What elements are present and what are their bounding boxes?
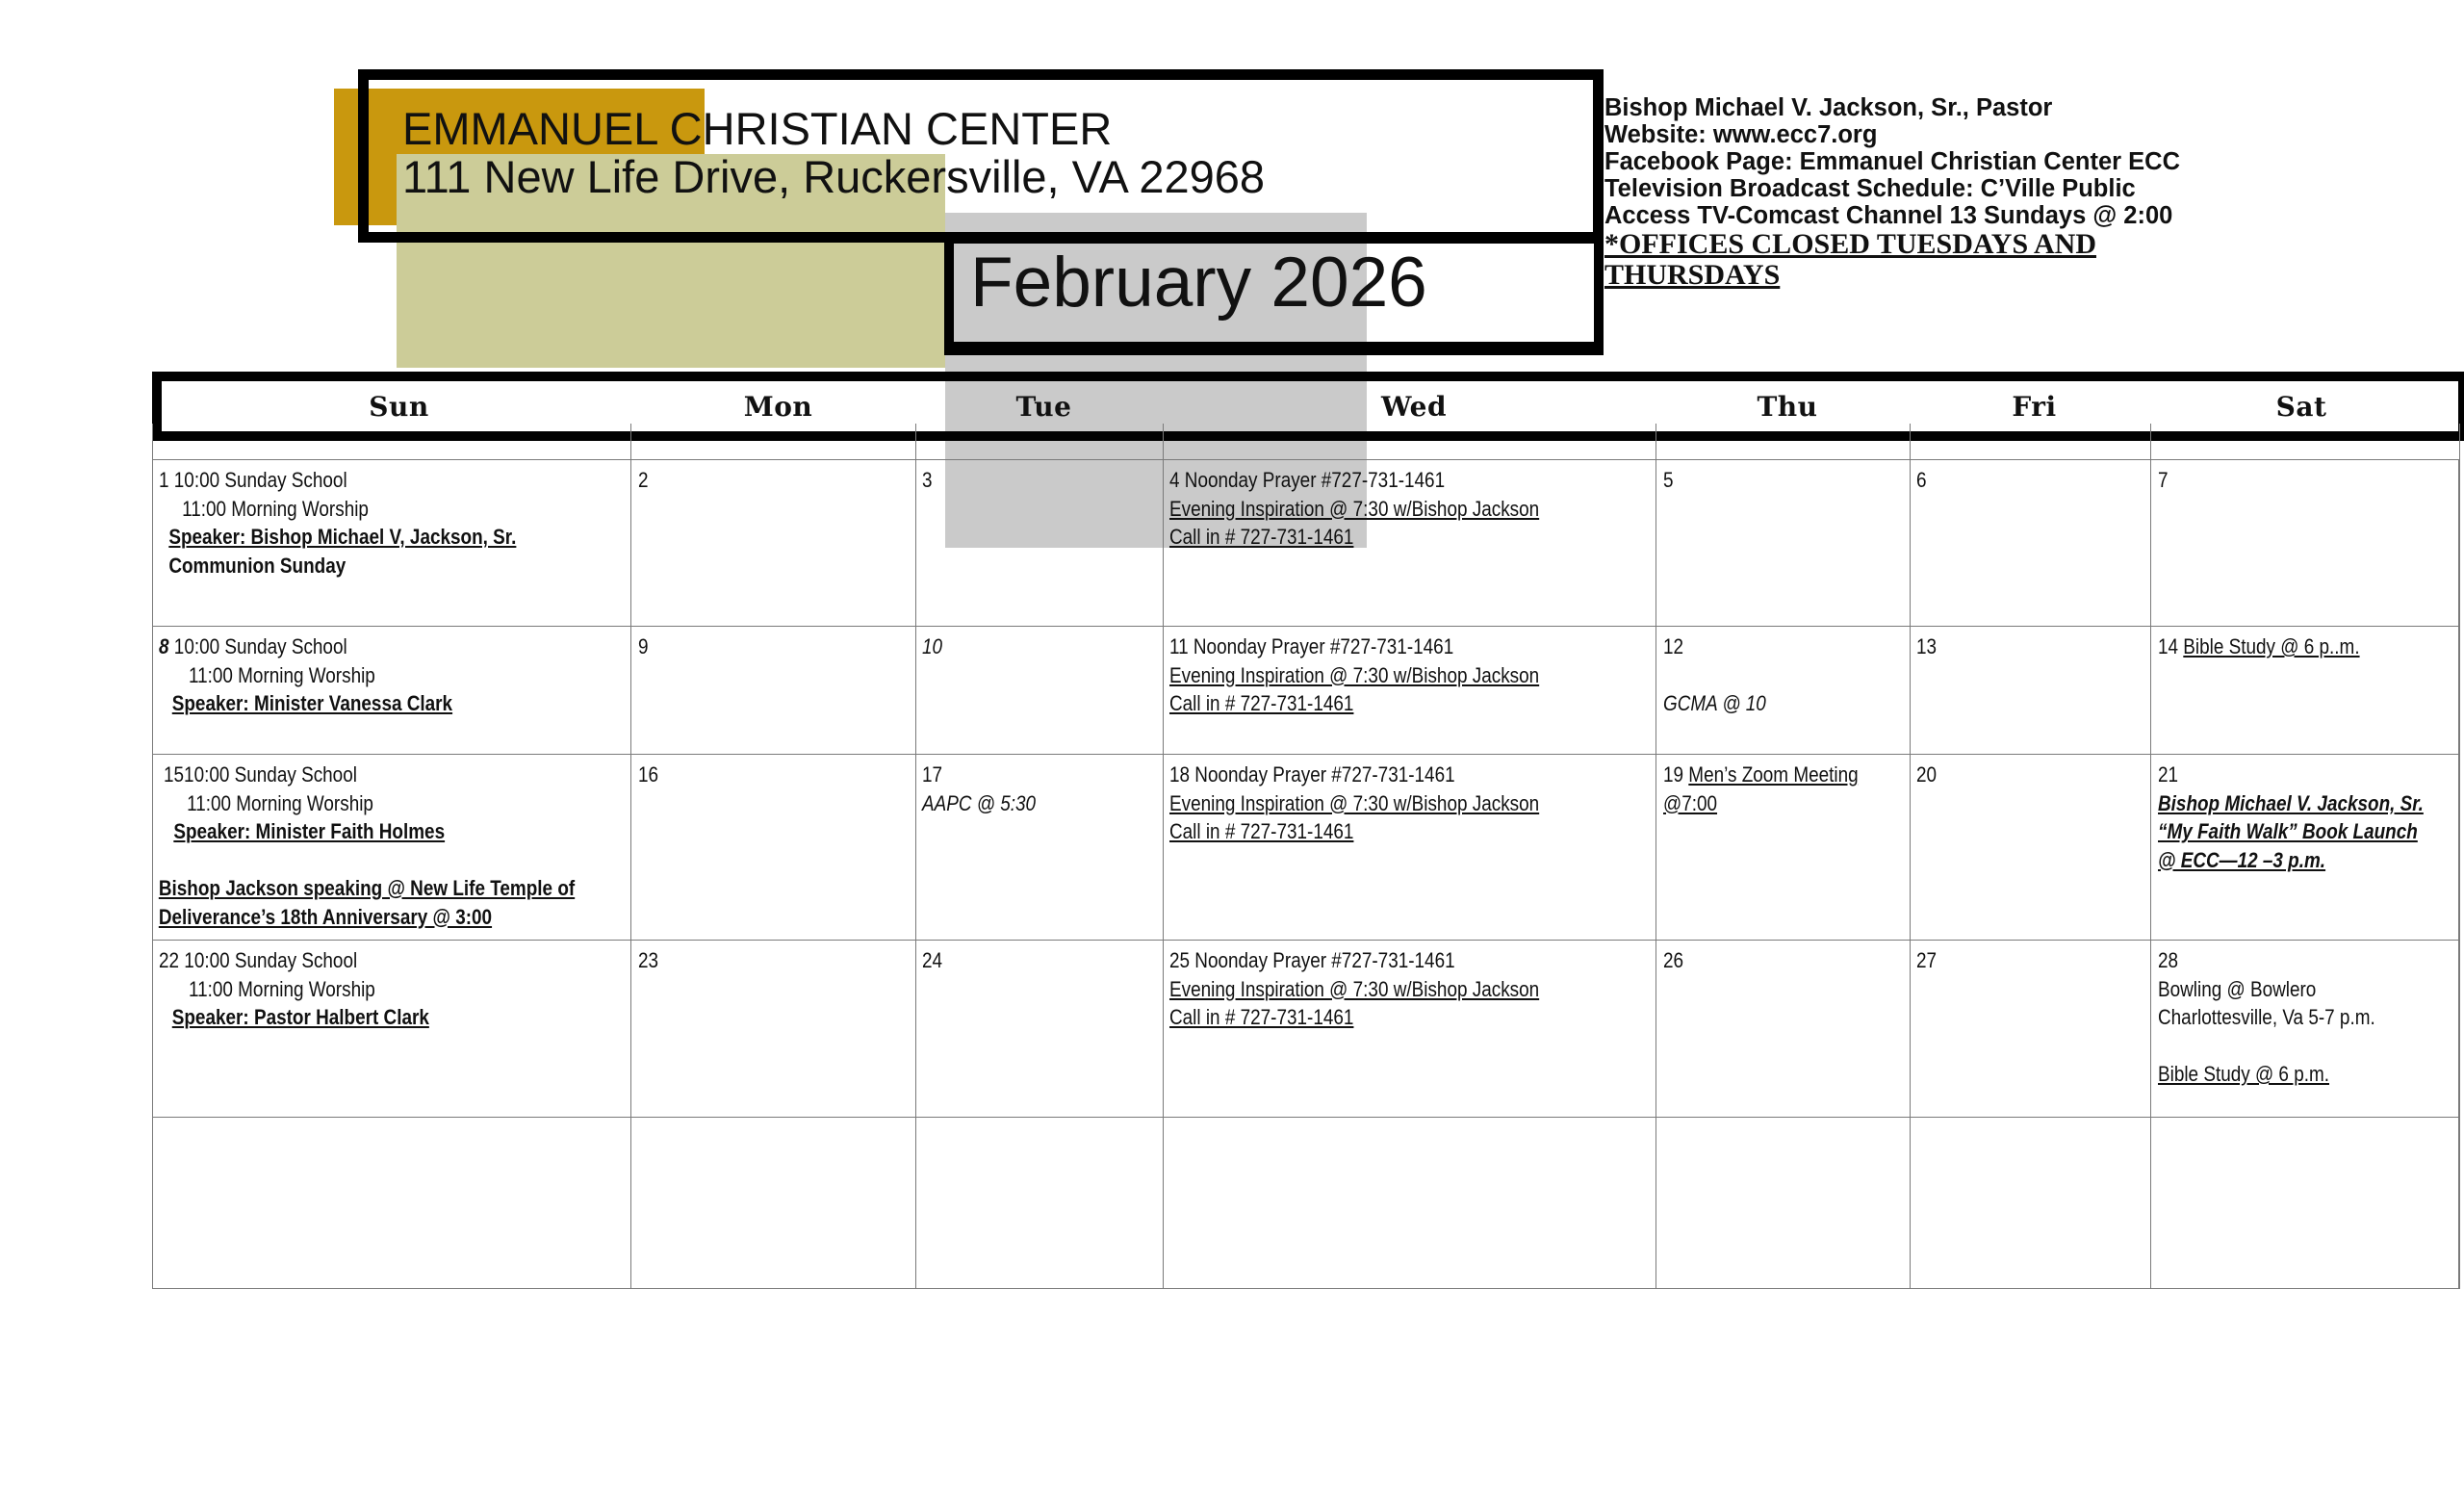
cell-feb-5: 5 (1663, 468, 1674, 492)
cell-feb-20: 20 (1916, 762, 1938, 787)
day-fri: Fri (2012, 390, 2057, 423)
organization-address: 111 New Life Drive, Ruckersville, VA 22968 (402, 151, 1266, 202)
day-wed: Wed (1380, 390, 1448, 423)
cell-feb-2: 2 (638, 468, 649, 492)
cell-feb-15: 1510:00 Sunday School 11:00 Morning Worship Speaker: Minister Faith Holmes Bishop Jackson speaking @ New Life Temple of Deliverance’s 18th Anniversary @ 3:00 (158, 762, 576, 929)
organization-name: EMMANUEL CHRISTIAN CENTER (402, 103, 1113, 154)
cell-feb-17: 17 AAPC @ 5:30 (922, 762, 1037, 815)
month-title: February 2026 (970, 244, 1427, 322)
cell-feb-12: 12 GCMA @ 10 (1663, 634, 1766, 715)
grid-line (915, 424, 916, 1289)
cell-feb-23: 23 (638, 948, 659, 972)
grid-line (1163, 424, 1164, 1289)
pastor-line: Bishop Michael V. Jackson, Sr., Pastor (1604, 94, 2053, 121)
cell-feb-10: 10 (922, 634, 943, 658)
grid-line (1910, 424, 1911, 1289)
day-mon: Mon (743, 390, 813, 423)
cell-feb-13: 13 (1916, 634, 1938, 658)
speaker-label: Speaker: Minister Vanessa Clark (171, 691, 453, 715)
cell-feb-1: 1 10:00 Sunday School 11:00 Morning Worship Speaker: Bishop Michael V, Jackson, Sr. Communion Sunday (159, 468, 517, 578)
cell-feb-21: 21 Bishop Michael V. Jackson, Sr. “My Faith Walk” Book Launch @ ECC—12 –3 p.m. (2158, 762, 2424, 872)
grid-line (152, 940, 2459, 941)
grid-line (152, 626, 2459, 627)
cell-feb-7: 7 (2158, 468, 2169, 492)
cell-feb-16: 16 (638, 762, 659, 787)
cell-feb-11: 11 Noonday Prayer #727-731-1461 Evening Inspiration @ 7:30 w/Bishop Jackson Call in # 727-731-1461 (1169, 634, 1540, 715)
grid-line (152, 424, 153, 1289)
website-line: Website: www.ecc7.org (1604, 121, 1878, 148)
cell-feb-4: 4 Noonday Prayer #727-731-1461 Evening Inspiration @ 7:30 w/Bishop Jackson Call in # 727-731-1461 (1169, 468, 1540, 549)
cell-feb-8: 8 10:00 Sunday School 11:00 Morning Worship Speaker: Minister Vanessa Clark (159, 634, 453, 715)
cell-feb-24: 24 (922, 948, 943, 972)
cell-feb-27: 27 (1916, 948, 1938, 972)
day-tue: Tue (1015, 390, 1072, 423)
speaker-label: Speaker: Bishop Michael V, Jackson, Sr. (168, 525, 517, 549)
day-thu: Thu (1757, 390, 1818, 423)
cell-feb-14: 14 Bible Study @ 6 p..m. (2158, 634, 2360, 658)
church-info (1604, 94, 2451, 291)
grid-line (152, 1117, 2459, 1118)
cell-feb-26: 26 (1663, 948, 1684, 972)
grid-top-strip (152, 424, 2458, 460)
tv-schedule-line: Television Broadcast Schedule: C’Ville Public (1604, 175, 2136, 202)
cell-feb-19: 19 Men’s Zoom Meeting @7:00 (1663, 762, 1859, 815)
cell-feb-6: 6 (1916, 468, 1927, 492)
grid-line (2459, 424, 2460, 1289)
offices-closed-notice: *OFFICES CLOSED TUESDAYS AND (1604, 228, 2096, 260)
grid-line (2150, 424, 2151, 1289)
cell-feb-22: 22 10:00 Sunday School 11:00 Morning Worship Speaker: Pastor Halbert Clark (159, 948, 429, 1029)
cell-feb-25: 25 Noonday Prayer #727-731-1461 Evening Inspiration @ 7:30 w/Bishop Jackson Call in # 727-731-1461 (1169, 948, 1540, 1029)
cell-feb-3: 3 (922, 468, 933, 492)
day-sat: Sat (2275, 390, 2327, 423)
offices-closed-notice-cont: THURSDAYS (1604, 259, 1781, 291)
cell-feb-28: 28 Bowling @ Bowlero Charlottesville, Va 5-7 p.m. Bible Study @ 6 p.m. (2158, 948, 2375, 1086)
cell-feb-18: 18 Noonday Prayer #727-731-1461 Evening Inspiration @ 7:30 w/Bishop Jackson Call in # 727-731-1461 (1169, 762, 1540, 843)
grid-line (630, 424, 631, 1289)
day-sun: Sun (369, 390, 429, 423)
cell-feb-9: 9 (638, 634, 649, 658)
speaker-label: Speaker: Pastor Halbert Clark (171, 1005, 429, 1029)
facebook-line: Facebook Page: Emmanuel Christian Center ECC (1604, 148, 2180, 175)
speaker-label: Speaker: Minister Faith Holmes (173, 819, 446, 843)
grid-line (152, 754, 2459, 755)
tv-channel-line: Access TV-Comcast Channel 13 Sundays @ 2:00 (1604, 202, 2173, 229)
